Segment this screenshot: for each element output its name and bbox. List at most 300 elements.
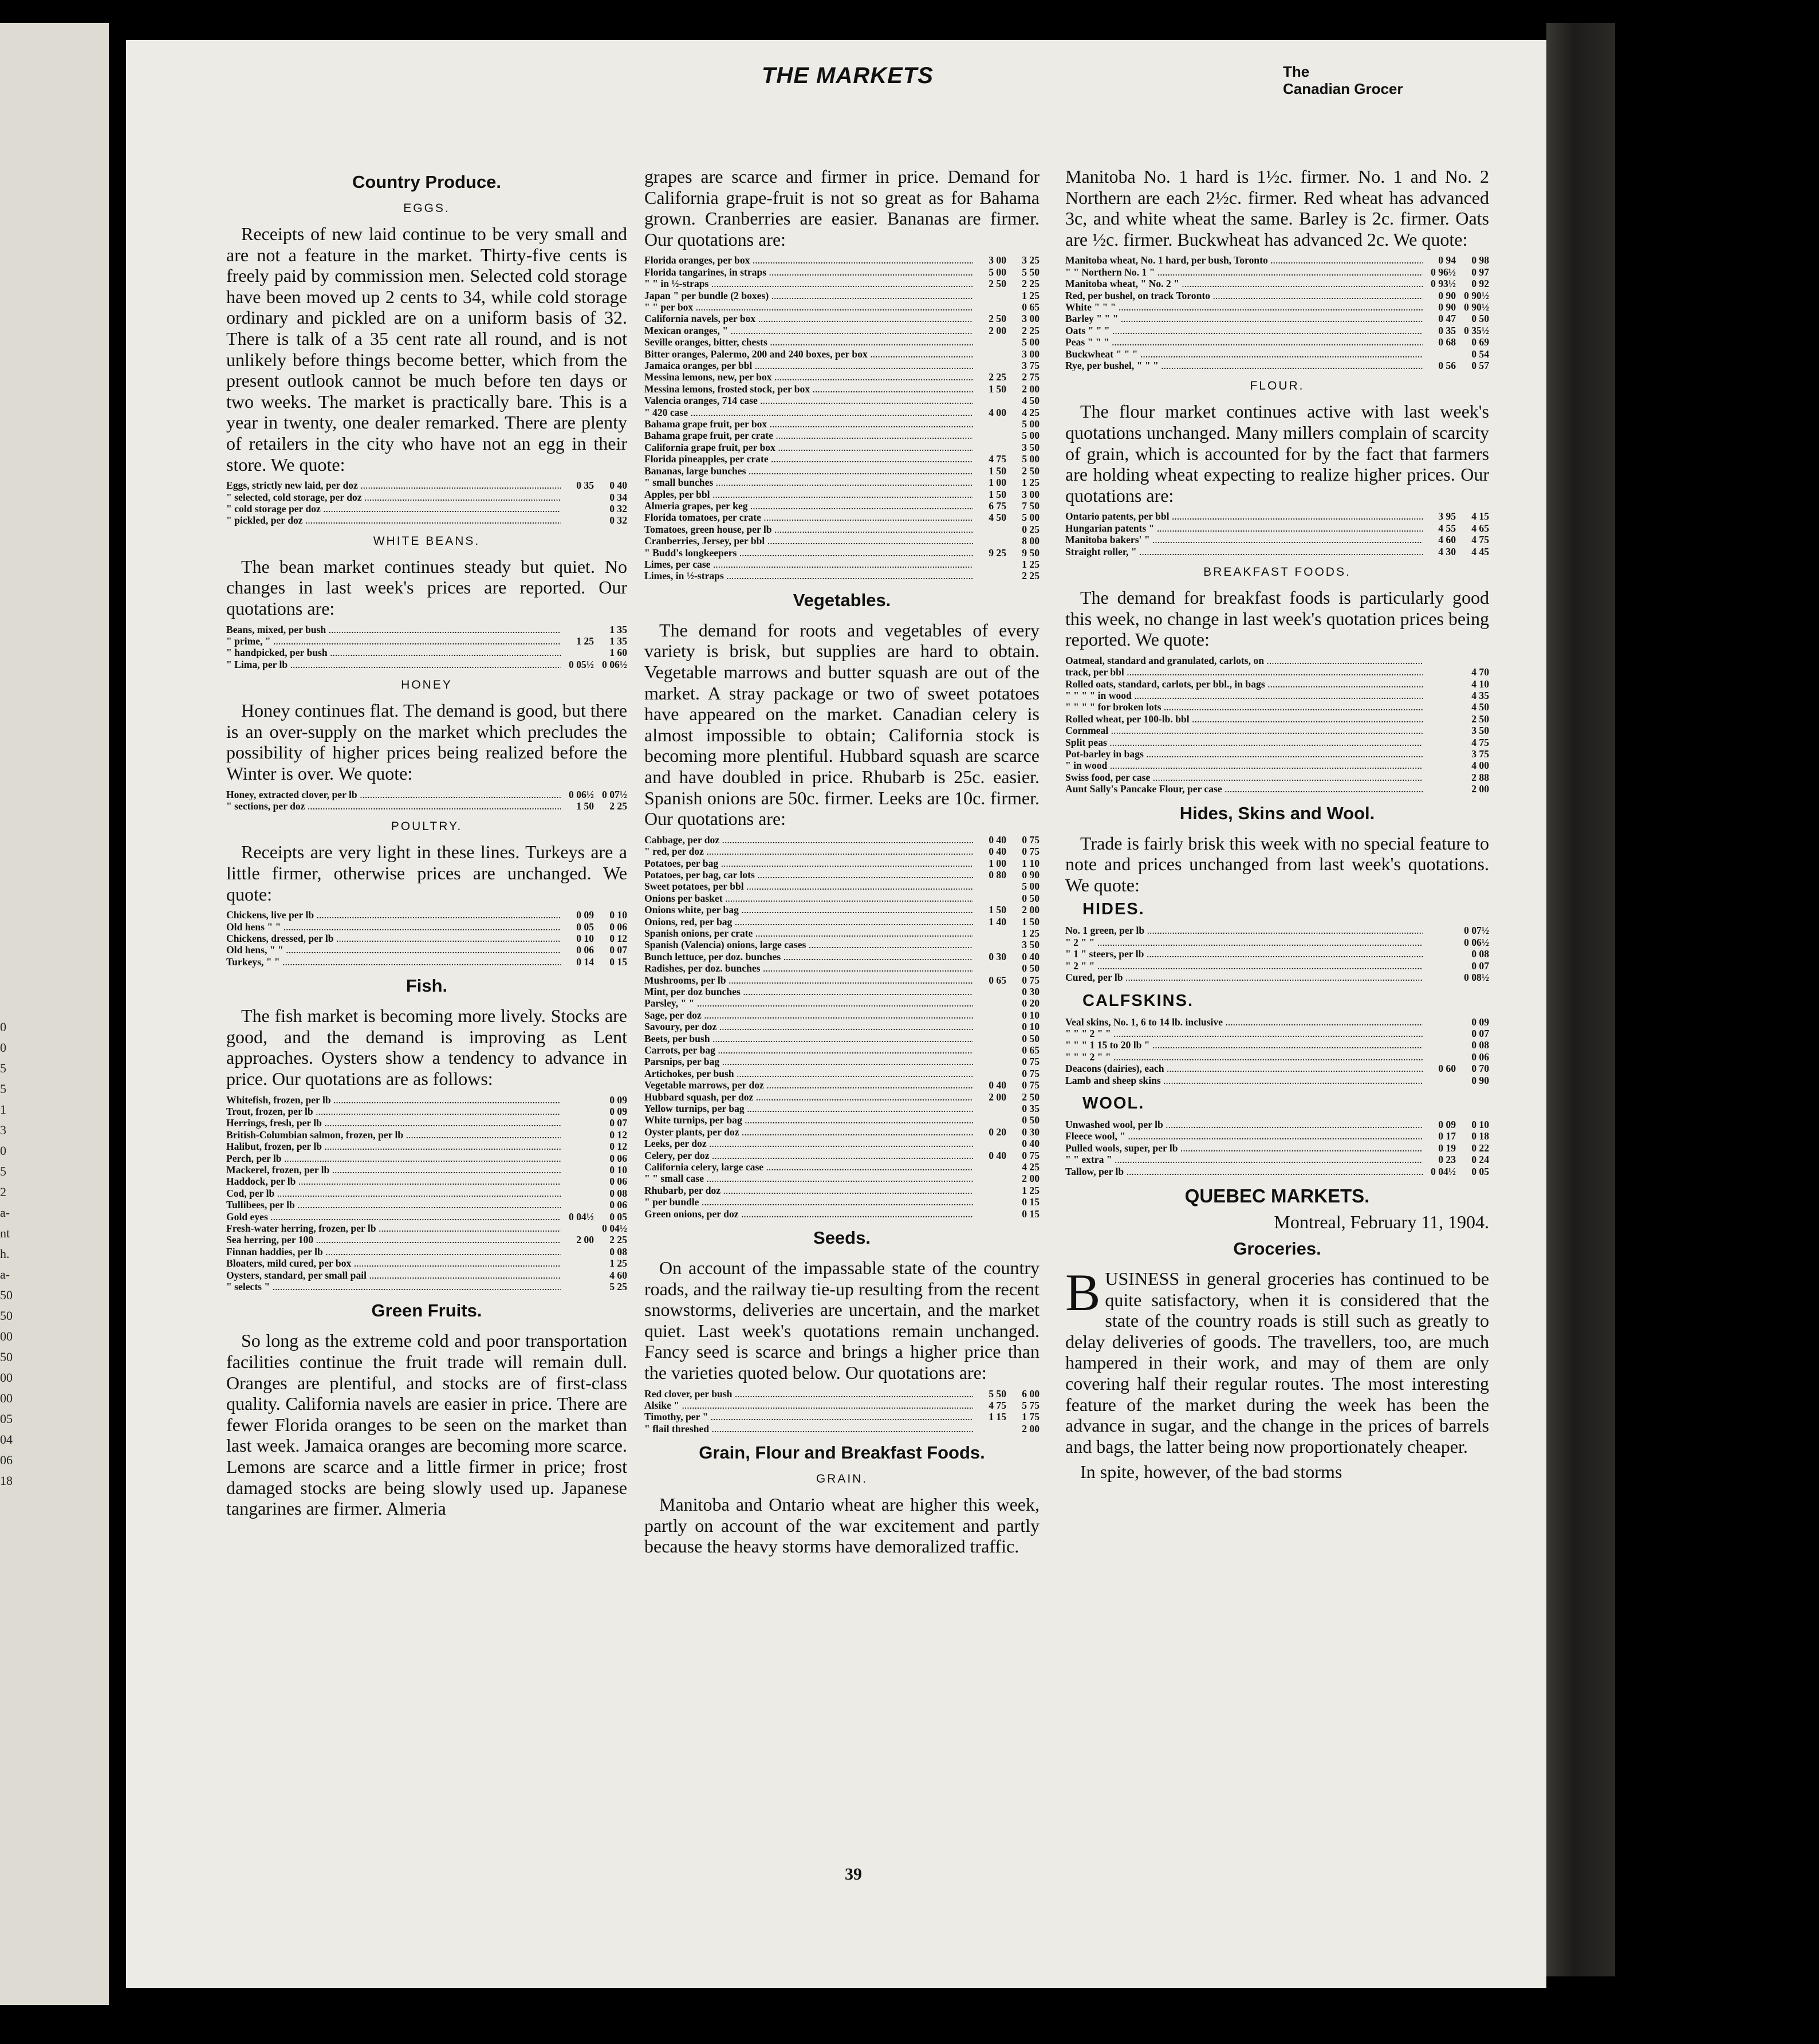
quote-row [1065,937,1489,948]
column-2 [644,166,1040,1850]
facing-page-fragment: a- [0,1205,10,1220]
quote-item: Mexican oranges, " ..... [644,325,973,336]
quote-row [226,1257,627,1269]
quote-item: " 2 " " ..... [1065,960,1423,972]
quote-table-fish [226,1094,627,1293]
quote-low: 0 20 [989,1126,1006,1138]
quote-item: " Lima, per lb ..... [226,659,561,670]
quote-high: 0 10 [1022,1021,1040,1033]
quote-high: 0 90 [1471,1074,1489,1086]
quote-item: Japan " per bundle (2 boxes) ..... [644,290,973,301]
quote-row [226,1164,627,1176]
quote-item: Jamaica oranges, per bbl ..... [644,360,973,371]
quote-item: Onions white, per bag ..... [644,904,973,915]
quote-low [973,1138,1006,1149]
quote-item: Deacons (dairies), each ..... [1065,1063,1423,1074]
quote-item: Leeks, per doz ..... [644,1138,973,1149]
quote-row [1065,348,1489,360]
quote-high: 0 65 [1022,1044,1040,1056]
quote-low [561,1188,594,1199]
quote-row [644,360,1040,371]
quote-item: Old hens, " " ..... [226,944,561,956]
quote-row [1065,666,1489,678]
quote-high: 2 50 [1022,1091,1040,1103]
quote-high: 0 22 [1471,1142,1489,1154]
quote-low [1423,725,1456,736]
quote-row [226,1141,627,1152]
quote-low [973,986,1006,997]
running-head-title: THE MARKETS [762,63,934,88]
quote-table-flour [1065,510,1489,557]
quote-item: Sage, per doz ..... [644,1009,973,1021]
quote-item: Pulled wools, super, per lb ..... [1065,1142,1423,1154]
quote-low [973,1068,1006,1079]
quote-item: Perch, per lb ..... [226,1153,561,1164]
quote-low [1423,772,1456,783]
quote-row [644,986,1040,997]
quote-item: Messina lemons, new, per box ..... [644,371,973,383]
quote-high: 0 12 [609,1129,627,1141]
quote-low [973,1009,1006,1021]
quote-row [644,904,1040,915]
quote-low: 0 56 [1438,360,1456,372]
quote-row [1065,1039,1489,1051]
quote-row [644,1009,1040,1021]
quote-item: Sweet potatoes, per bbl ..... [644,881,973,892]
quote-row [644,418,1040,430]
subsection-heading: HONEY [401,678,452,692]
facing-page-fragment: 00 [0,1391,13,1405]
quote-row [644,1411,1040,1422]
quote-row [1065,290,1489,301]
quote-item: Parsley, " " ..... [644,997,973,1009]
quote-low: 4 00 [989,406,1006,418]
quote-high: 3 00 [1022,348,1040,360]
quote-low [1423,937,1456,948]
quote-low [561,1281,594,1292]
quote-item: Fleece wool, " ..... [1065,1130,1423,1142]
quote-item: Straight roller, " ..... [1065,546,1423,557]
quote-row [644,1173,1040,1184]
quote-item: Gold eyes ..... [226,1211,561,1223]
quote-high: 2 00 [1022,1173,1040,1185]
quote-high: 0 57 [1471,360,1489,372]
quote-high: 4 15 [1471,510,1489,522]
quote-item: Honey, extracted clover, per lb ..... [226,789,561,800]
quote-low [1423,1075,1456,1086]
quote-row [644,939,1040,950]
quote-high: 1 25 [1022,477,1040,489]
quote-low [973,939,1006,950]
quote-item: Unwashed wool, per lb ..... [1065,1119,1423,1130]
quote-row [644,371,1040,383]
quote-high: 5 00 [1022,453,1040,465]
quote-row [1065,701,1489,713]
column-1 [226,166,627,1850]
quote-high: 0 25 [1022,523,1040,535]
quote-row [226,1153,627,1164]
quote-high: 0 50 [1022,892,1040,904]
quote-low: 4 75 [989,1400,1006,1412]
quote-high: 3 75 [1022,360,1040,372]
quote-high: 4 50 [1471,701,1489,713]
quote-low [973,1056,1006,1067]
quote-row [644,278,1040,289]
quote-high: 0 50 [1022,962,1040,974]
quote-high: 0 40 [1022,950,1040,962]
quote-high: 1 25 [1022,289,1040,301]
quote-low [973,997,1006,1009]
quote-low [561,1223,594,1234]
quote-high: 0 92 [1471,278,1489,290]
quote-high: 0 98 [1471,254,1489,266]
quote-low: 4 50 [989,512,1006,524]
quebec-title: QUEBEC MARKETS. [1184,1185,1370,1206]
paragraph-text: USINESS in general groceries has continued to be quite satisfactory, when it is considered that the state of the country roads is still such as greatly to delay deliveries of goods. The travellers, too, are much hampered in their work, and may of them are only covering half their regular routes. The most interesting feature of the market during the week has been the advance in sugar, and the change in the prices of barrels and bags, the latter being now proportionately cheaper. [1065,1268,1489,1457]
section-title: Groceries. [1233,1238,1321,1259]
quote-high: 0 08 [609,1245,627,1257]
quote-row [644,1388,1040,1400]
quote-item: Barley " " " ..... [1065,313,1423,324]
quote-low [1423,1016,1456,1028]
quote-row [644,500,1040,512]
quote-item: Florida pineapples, per crate ..... [644,453,973,465]
quote-high: 6 00 [1022,1387,1040,1400]
quote-row [1065,325,1489,336]
quote-high: 0 07 [609,1117,627,1129]
quote-high: 4 65 [1471,522,1489,534]
quote-row [644,559,1040,570]
facing-page-fragment: 1 [0,1102,6,1117]
quote-item: Sea herring, per 100 ..... [226,1234,561,1245]
quote-high: 8 00 [1022,535,1040,547]
quote-low [561,514,594,526]
quote-high: 0 15 [1022,1208,1040,1220]
quote-low: 0 96½ [1431,266,1456,278]
quote-row [1065,748,1489,760]
quote-high: 0 50 [1022,1114,1040,1126]
quote-row [644,927,1040,939]
quote-low: 0 04½ [1431,1165,1456,1177]
quote-row [644,1196,1040,1208]
facing-page-fragment: 05 [0,1412,13,1426]
quote-row [644,489,1040,500]
quote-row [644,846,1040,857]
quote-high: 0 35½ [1464,324,1489,336]
quote-item: " " in ½-straps ..... [644,278,973,289]
quote-item: Seville oranges, bitter, chests ..... [644,336,973,348]
quote-high: 2 25 [609,800,627,812]
quote-item: Potatoes, per bag, car lots ..... [644,869,973,881]
quote-low [973,524,1006,535]
facing-page-edge [0,23,109,2005]
quote-high: 0 10 [609,909,627,921]
quote-low [973,893,1006,904]
quote-item: Bloaters, mild cured, per box ..... [226,1257,561,1269]
quote-row [644,477,1040,488]
quote-low [561,1141,594,1152]
quote-low: 0 14 [576,956,594,968]
quote-row [644,1161,1040,1173]
quote-high: 0 07 [609,944,627,956]
quote-item: Oysters, standard, per small pail ..... [226,1269,561,1281]
quote-item: Halibut, frozen, per lb ..... [226,1141,561,1152]
facing-page-fragment: 18 [0,1473,13,1488]
quote-item: " prime, " ..... [226,635,561,647]
quote-row [1065,713,1489,725]
quote-row [644,442,1040,453]
quote-row [1065,1154,1489,1165]
quote-low: 0 30 [989,950,1006,962]
quote-high: 5 75 [1022,1400,1040,1412]
quote-item: Chickens, live per lb ..... [226,909,561,921]
quote-high: 2 88 [1471,771,1489,783]
quote-high: 0 12 [609,1141,627,1153]
quote-item: " selected, cold storage, per doz ..... [226,492,561,503]
quote-low [1423,1039,1456,1051]
quote-item: Spanish onions, per crate ..... [644,927,973,939]
quote-item: Onions per basket ..... [644,893,973,904]
quote-low [1423,348,1456,360]
quote-item: Cod, per lb ..... [226,1188,561,1199]
quote-row [1065,1130,1489,1142]
quote-high: 1 10 [1022,857,1040,869]
quote-low: 1 50 [989,904,1006,916]
quote-item: Vegetable marrows, per doz ..... [644,1079,973,1091]
quote-row [226,503,627,514]
quote-low: 4 75 [989,453,1006,465]
quote-table-hides [1065,925,1489,983]
facing-page-fragment: 0 [0,1143,6,1158]
quote-item: Hungarian patents " ..... [1065,522,1423,534]
quote-row [1065,972,1489,983]
quote-item: Cornmeal ..... [1065,725,1423,736]
quote-low: 0 90 [1438,301,1456,313]
quote-high: 5 00 [1022,881,1040,893]
quote-high: 0 65 [1022,301,1040,313]
quote-high: 2 00 [1022,904,1040,916]
quote-high: 2 25 [609,1234,627,1246]
quote-item: Mint, per doz bunches ..... [644,986,973,997]
quote-low: 2 25 [989,371,1006,383]
facing-page-fragment: 3 [0,1123,6,1137]
quote-item: " handpicked, per bush ..... [226,647,561,658]
quote-high: 4 75 [1471,534,1489,546]
quote-item: Bunch lettuce, per doz. bunches ..... [644,951,973,962]
quote-row [644,512,1040,523]
quote-row [644,951,1040,962]
paragraph: The bean market continues steady but quiet. No changes in last week's prices are reported. Our quotations are: [226,556,627,619]
quote-row [644,465,1040,477]
quote-item: Limes, per case ..... [644,559,973,570]
paragraph: Manitoba and Ontario wheat are higher this week, partly on account of the war excitement and partly because the heavy storms have demoralized traffic. [644,1494,1040,1557]
quote-row [1065,336,1489,348]
quote-high: 5 00 [1022,430,1040,442]
quote-low: 0 04½ [569,1210,594,1223]
quote-low [973,442,1006,453]
quote-table-honey [226,789,627,812]
facing-page-fragment: a- [0,1267,10,1282]
quote-low: 1 25 [576,635,594,647]
quote-row [226,1234,627,1245]
quote-low [1423,690,1456,701]
quote-row [1065,737,1489,748]
quote-row [226,1281,627,1292]
quote-item: " 2 " " ..... [1065,937,1423,948]
quote-low: 1 00 [989,857,1006,869]
quote-low [973,1103,1006,1114]
quote-item: Pot-barley in bags ..... [1065,748,1423,760]
quote-row [226,800,627,812]
quote-high: 0 75 [1022,974,1040,986]
quote-high: 0 35 [1022,1103,1040,1115]
quote-low [1423,1028,1456,1039]
quote-low [973,881,1006,892]
quote-item: Bananas, large bunches ..... [644,465,973,477]
quote-high: 0 10 [609,1163,627,1176]
quote-row [1065,725,1489,736]
quote-low [973,535,1006,547]
quote-low: 2 00 [989,1091,1006,1103]
quote-item: Beans, mixed, per bush ..... [226,624,561,635]
quote-item: Haddock, per lb ..... [226,1176,561,1187]
quote-table-beans [226,624,627,671]
quote-low: 1 50 [989,465,1006,477]
quote-high: 3 50 [1022,441,1040,453]
quote-row [1065,925,1489,936]
quote-high: 0 09 [1471,1016,1489,1028]
quote-row [644,1044,1040,1056]
quote-item: Tallow, per lb ..... [1065,1166,1423,1177]
quote-table-vegetables [644,834,1040,1220]
quote-low [973,395,1006,406]
quote-row [1065,266,1489,278]
quote-high: 2 00 [1022,383,1040,395]
quote-high: 1 60 [609,647,627,659]
quote-row [644,1103,1040,1114]
quote-low: 0 40 [989,1079,1006,1091]
quote-row [1065,522,1489,534]
facing-page-fragment: 5 [0,1061,6,1075]
quote-low [973,348,1006,360]
quote-row [644,1091,1040,1103]
quote-low [973,418,1006,430]
quote-high: 3 25 [1022,254,1040,266]
quote-low: 0 68 [1438,336,1456,348]
quote-low [973,301,1006,313]
quote-high: 0 04½ [602,1223,627,1234]
quote-high: 1 25 [1022,927,1040,939]
quote-high: 0 06 [609,921,627,933]
quote-row [226,1117,627,1129]
quote-item: track, per bbl ..... [1065,666,1423,678]
quote-row [1065,546,1489,557]
quote-row [644,1126,1040,1138]
quote-item: Manitoba bakers' " ..... [1065,534,1423,545]
quote-high: 4 50 [1022,395,1040,407]
section-title: Fish. [405,976,448,996]
quote-row [226,944,627,956]
quote-table-fruit [644,254,1040,581]
quote-row [644,962,1040,974]
quote-row [226,479,627,491]
quote-item: " Budd's longkeepers ..... [644,547,973,559]
quote-low: 1 50 [576,800,594,812]
quote-high: 3 00 [1022,313,1040,325]
quote-row [644,313,1040,324]
quote-high: 2 25 [1022,324,1040,336]
quote-low: 4 30 [1438,545,1456,557]
quote-low [973,430,1006,441]
facing-page-fragment: 5 [0,1164,6,1178]
quote-item: Carrots, per bag ..... [644,1044,973,1056]
quote-item: " cold storage per doz ..... [226,503,561,514]
quote-row [644,290,1040,301]
subsection-heading: FLOUR. [1250,379,1305,393]
quote-high: 2 25 [1022,278,1040,290]
quote-row [226,909,627,921]
quote-high: 9 50 [1022,547,1040,559]
quote-table-seeds [644,1388,1040,1435]
quote-row [1065,655,1489,666]
quote-row [644,881,1040,892]
quote-low: 4 60 [1438,534,1456,546]
quote-low: 1 00 [989,477,1006,489]
quote-low: 0 05 [576,921,594,933]
quote-item: " " extra " ..... [1065,1154,1423,1165]
quote-high: 1 25 [609,1257,627,1269]
quote-high: 2 75 [1022,371,1040,383]
quote-row [1065,1142,1489,1154]
paragraph: On account of the impassable state of the country roads, and the railway tie-up resulting from the recent snowstorms, deliveries are uncertain, and the market quiet. Last week's quotations remain unchanged. Fancy seed is scarce and brings a higher price than the varieties quoted below. Our quotations are: [644,1257,1040,1383]
quote-low [973,570,1006,581]
paragraph: grapes are scarce and firmer in price. Demand for California grape-fruit is not so great as for Bahama grown. Cranberries are easier. Bananas are firmer. Our quotations are: [644,166,1040,250]
quote-row [226,514,627,526]
quote-item: Radishes, per doz. bunches ..... [644,962,973,974]
quote-high: 0 75 [1022,1067,1040,1079]
quote-row [644,535,1040,547]
quote-item: Herrings, fresh, per lb ..... [226,1117,561,1129]
quote-item: Florida oranges, per box ..... [644,254,973,266]
quote-high: 0 75 [1022,1149,1040,1161]
quote-item: Messina lemons, frosted stock, per box ..... [644,383,973,395]
quote-low [973,1114,1006,1126]
quote-low [561,647,594,658]
quote-high: 1 25 [1022,558,1040,570]
quote-low [973,1033,1006,1044]
quote-low: 0 40 [989,834,1006,846]
quote-row [1065,313,1489,324]
quote-high: 7 50 [1022,500,1040,512]
quote-row [1065,301,1489,313]
quote-item: Almeria grapes, per keg ..... [644,500,973,512]
quote-item: Manitoba wheat, " No. 2 " ..... [1065,278,1423,289]
quote-low: 0 93½ [1431,278,1456,290]
quote-item: Artichokes, per bush ..... [644,1068,973,1079]
quote-row [1065,278,1489,289]
facing-page-fragment: 2 [0,1185,6,1199]
quote-item: Rhubarb, per doz ..... [644,1185,973,1196]
quote-high: 0 75 [1022,1079,1040,1091]
quote-low [561,1257,594,1269]
quote-low: 0 09 [576,909,594,921]
quote-table-wool [1065,1119,1489,1177]
quote-row [1065,254,1489,266]
quote-row [226,1211,627,1223]
quote-table-eggs [226,479,627,526]
quote-low [973,360,1006,371]
quote-item: Chickens, dressed, per lb ..... [226,933,561,944]
